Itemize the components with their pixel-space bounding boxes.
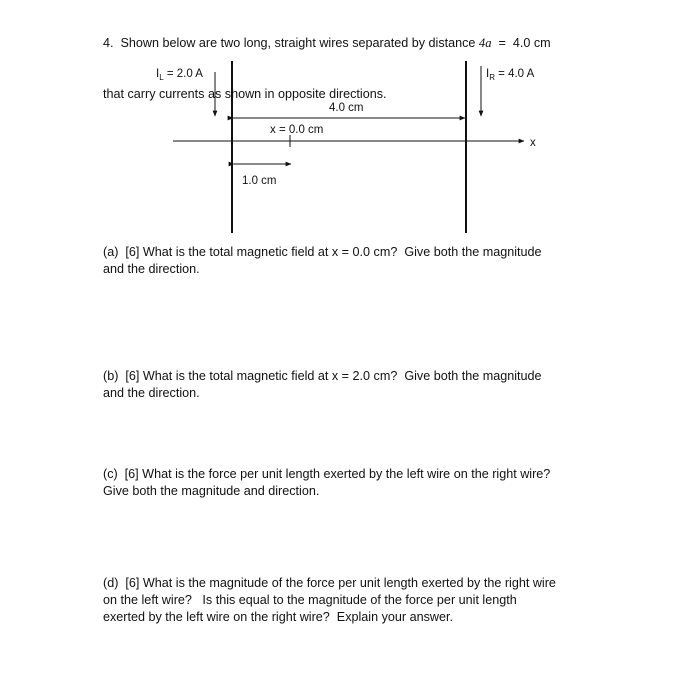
question-d-line-3: exerted by the left wire on the right wire? Explain your answer. — [103, 610, 454, 624]
question-b-line-2: and the direction. — [103, 386, 200, 400]
question-a-line-2: and the direction. — [103, 262, 200, 276]
intro-text-pre: 4. Shown below are two long, straight wires separated by distance — [103, 36, 479, 50]
origin-label: x = 0.0 cm — [270, 124, 324, 136]
question-c-line-2: Give both the magnitude and direction. — [103, 484, 320, 498]
question-b-line-1: (b) [6] What is the total magnetic field at x = 2.0 cm? Give both the magnitude — [103, 369, 542, 383]
question-b — [103, 368, 603, 402]
question-c — [103, 466, 603, 500]
intro-line-2: that carry currents as shown in opposite directions. — [103, 87, 387, 101]
separation-label: 4.0 cm — [329, 102, 364, 114]
question-d-line-2: on the left wire? Is this equal to the magnitude of the force per unit length — [103, 593, 517, 607]
question-d — [103, 575, 603, 626]
x-axis-label: x — [530, 137, 536, 149]
question-c-line-1: (c) [6] What is the force per unit length exerted by the left wire on the right wire? — [103, 467, 551, 481]
right-current-label: $I_R = 4.0$ A — [486, 68, 535, 82]
step-label: 1.0 cm — [242, 175, 277, 187]
distance-symbol: 4a — [478, 36, 492, 50]
question-a — [103, 244, 603, 278]
question-a-line-1: (a) [6] What is the total magnetic field at x = 0.0 cm? Give both the magnitude — [103, 245, 542, 259]
question-d-line-1: (d) [6] What is the magnitude of the force per unit length exerted by the right wire — [103, 576, 556, 590]
intro-text-post: = 4.0 cm — [491, 36, 551, 50]
left-current-label: $I_L = 2.0$ A — [156, 68, 203, 82]
